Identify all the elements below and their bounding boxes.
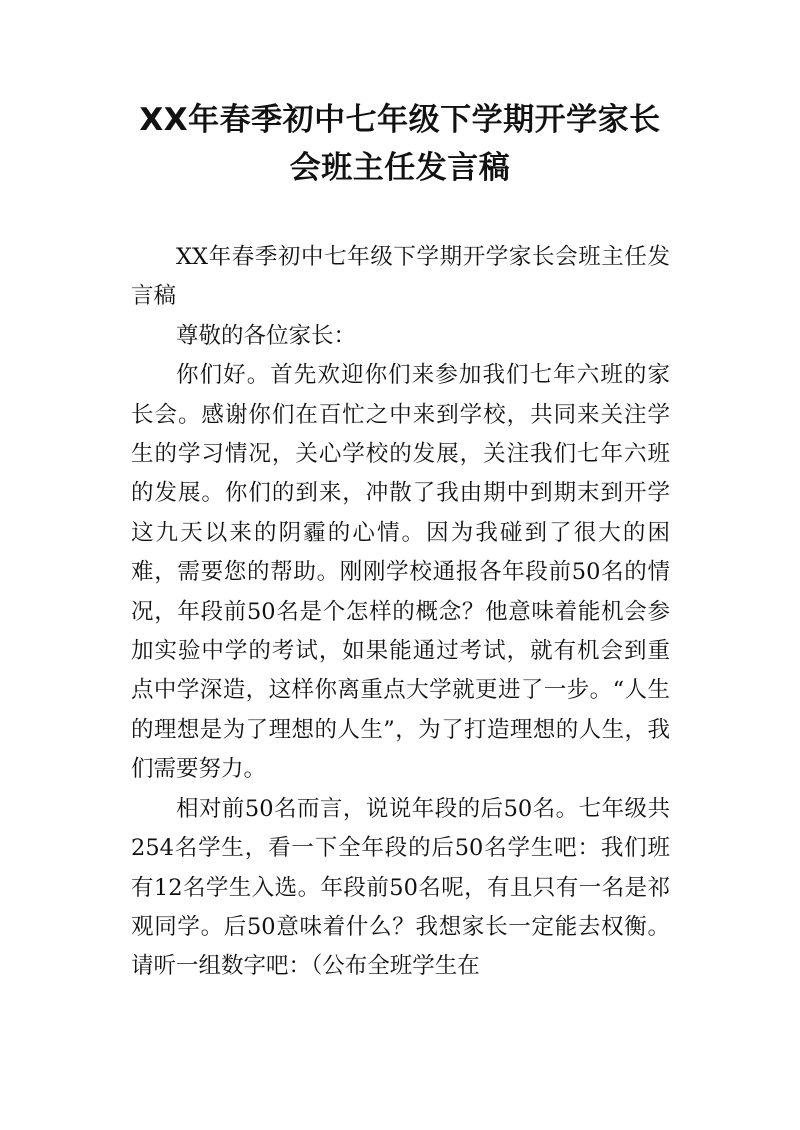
title-line-1: XX年春季初中七年级下学期开学家长 — [139, 102, 661, 138]
paragraph-heading-repeat: XX年春季初中七年级下学期开学家长会班主任发言稿 — [131, 244, 670, 310]
title-line-2: 会班主任发言稿 — [289, 150, 511, 186]
paragraph-salutation: 尊敬的各位家长： — [176, 322, 357, 349]
paragraph-bottom-fifty: 相对前50名而言，说说年段的后50名。七年级共254名学生，看一下全年段的后50名学生吧：我们班有12名学生入选。年段前50名呢，有且只有一名是祁观同学。后50意味着什么？我想家长一定能去权衡。请听一组数字吧：（公布全班学生在 — [131, 795, 670, 980]
paragraph-welcome: 你们好。首先欢迎你们来参加我们七年六班的家长会。感谢你们在百忙之中来到学校，共同来关注学生的学习情况，关心学校的发展，关注我们七年六班的发展。你们的到来，冲散了我由期中到期末到开学这九天以来的阴霾的心情。因为我碰到了很大的困难，需要您的帮助。刚刚学校通报各年段前50名的情况，年段前50名是个怎样的概念？他意味着能机会参加实验中学的考试，如果能通过考试，就有机会到重点中学深造，这样你离重点大学就更进了一步。“人生的理想是为了理想的人生”，为了打造理想的人生，我们需要努力。 — [131, 362, 670, 783]
document-body — [131, 238, 670, 987]
document-title — [100, 96, 700, 192]
